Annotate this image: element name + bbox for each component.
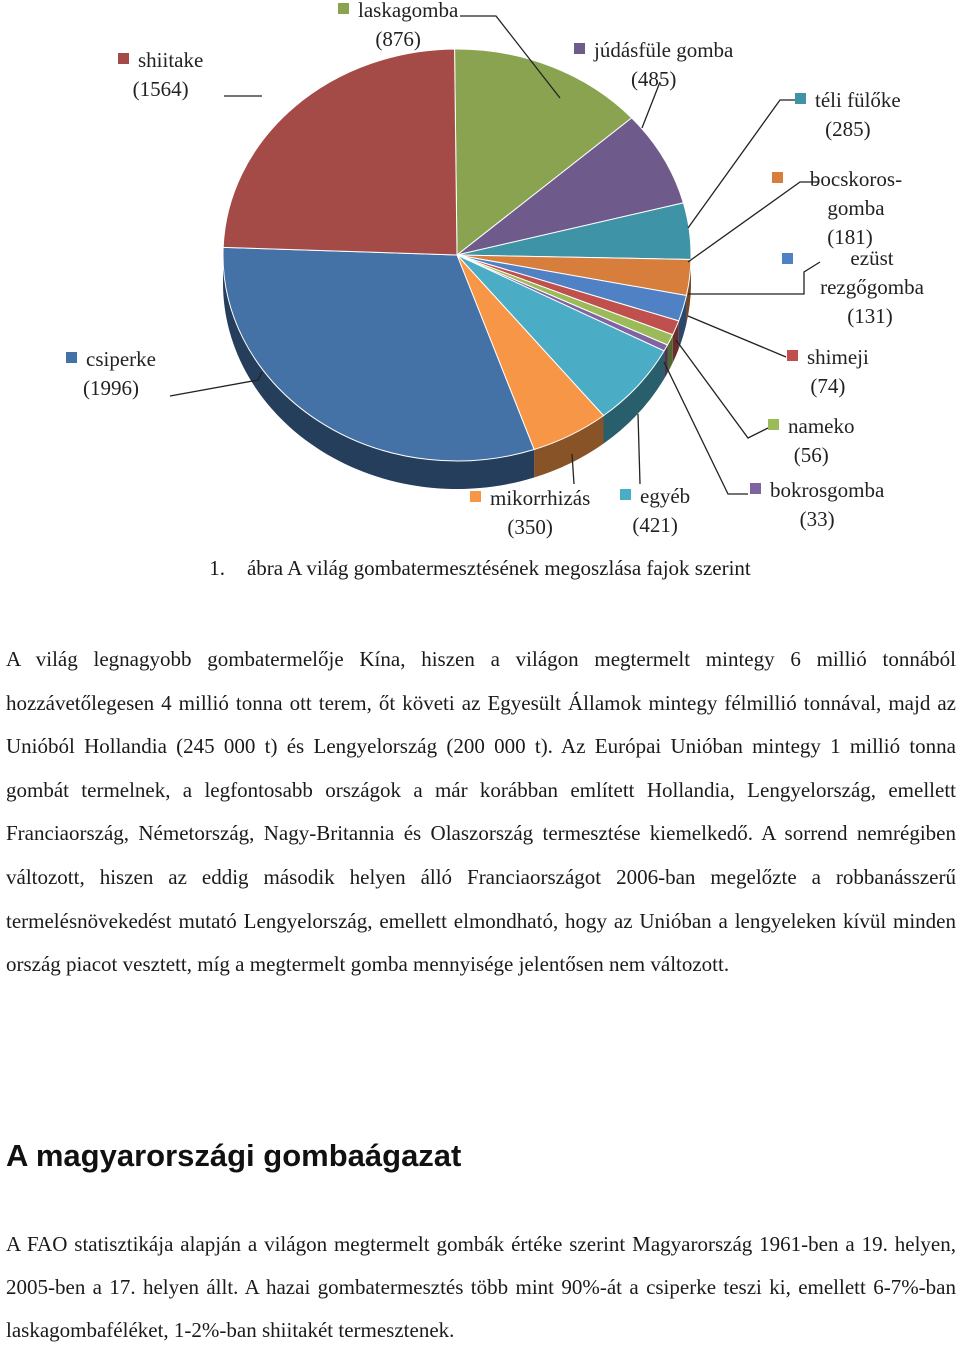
section-heading: A magyarországi gombaágazat [6, 1136, 461, 1176]
body-paragraph-2: A FAO statisztikája alapján a világon megtermelt gombák értéke szerint Magyarország 1961-ben a 19. helyen, 2005-ben a 17. helyen állt. A hazai gombatermesztés több mint 90%-át a csiperke teszi ki, emellett 6-7%-ban laskagombaféléket, 1-2%-ban shiitakét termesztenek. [6, 1223, 956, 1352]
legend-label-bocskorosgomba: bocskoros-gomba (181) [772, 165, 920, 252]
legend-swatch [66, 352, 77, 363]
legend-swatch [118, 53, 129, 64]
legend-swatch [620, 489, 631, 500]
figure-number: 1. [209, 556, 225, 580]
legend-label-teli-fuloke: téli fülőke (285) [795, 86, 901, 144]
legend-label-nameko: nameko (56) [768, 412, 854, 470]
legend-label-ezust-rezgogomba: ezüst rezgőgomba (131) [782, 244, 942, 331]
legend-swatch [338, 3, 349, 14]
legend-swatch [768, 419, 779, 430]
legend-swatch [574, 43, 585, 54]
legend-label-egyeb: egyéb (421) [620, 482, 690, 540]
legend-swatch [750, 483, 761, 494]
legend-label-bokrosgomba: bokrosgomba (33) [750, 476, 884, 534]
pie-slice-shiitake [223, 49, 457, 255]
legend-label-laskagomba: laskagomba (876) [338, 0, 458, 54]
legend-swatch [782, 253, 793, 264]
leader-line [638, 414, 640, 484]
figure-caption-text: ábra A világ gombatermesztésének megoszlása fajok szerint [247, 556, 751, 580]
legend-swatch [787, 350, 798, 361]
leader-line [676, 340, 768, 438]
pie-chart [0, 0, 960, 600]
legend-swatch [470, 491, 481, 502]
legend-swatch [795, 93, 806, 104]
legend-label-shiitake: shiitake (1564) [118, 46, 203, 104]
legend-label-csiperke: csiperke (1996) [66, 345, 156, 403]
legend-label-judasfule: júdásfüle gomba (485) [574, 36, 733, 94]
legend-label-mikorrhizas: mikorrhizás (350) [470, 484, 590, 542]
legend-label-shimeji: shimeji (74) [787, 343, 869, 401]
figure-caption [0, 556, 960, 581]
legend-swatch [772, 172, 783, 183]
body-paragraph-1: A világ legnagyobb gombatermelője Kína, hiszen a világon megtermelt mintegy 6 millió tonnából hozzávetőlegesen 4 millió tonna ott terem, őt követi az Egyesült Államok mintegy félmillió tonnával, majd az Unióból Hollandia (245 000 t) és Lengyelország (200 000 t). Az Európai Unióban mintegy 1 millió tonna gombát termelnek, a legfontosabb országok a már korábban említett Hollandia, Lengyelország, emellett Franciaország, Németország, Nagy-Britannia és Olaszország termesztése kiemelkedő. A sorrend nemrégiben változott, hiszen az eddig második helyen álló Franciaországot 2006-ban megelőzte a robbanásszerű termelésnövekedést mutató Lengyelország, emellett elmondható, hogy az Unióban a lengyeleken kívül minden ország piacot vesztett, míg a megtermelt gomba mennyisége jelentősen nem változott. [6, 638, 956, 987]
leader-line [688, 316, 786, 357]
